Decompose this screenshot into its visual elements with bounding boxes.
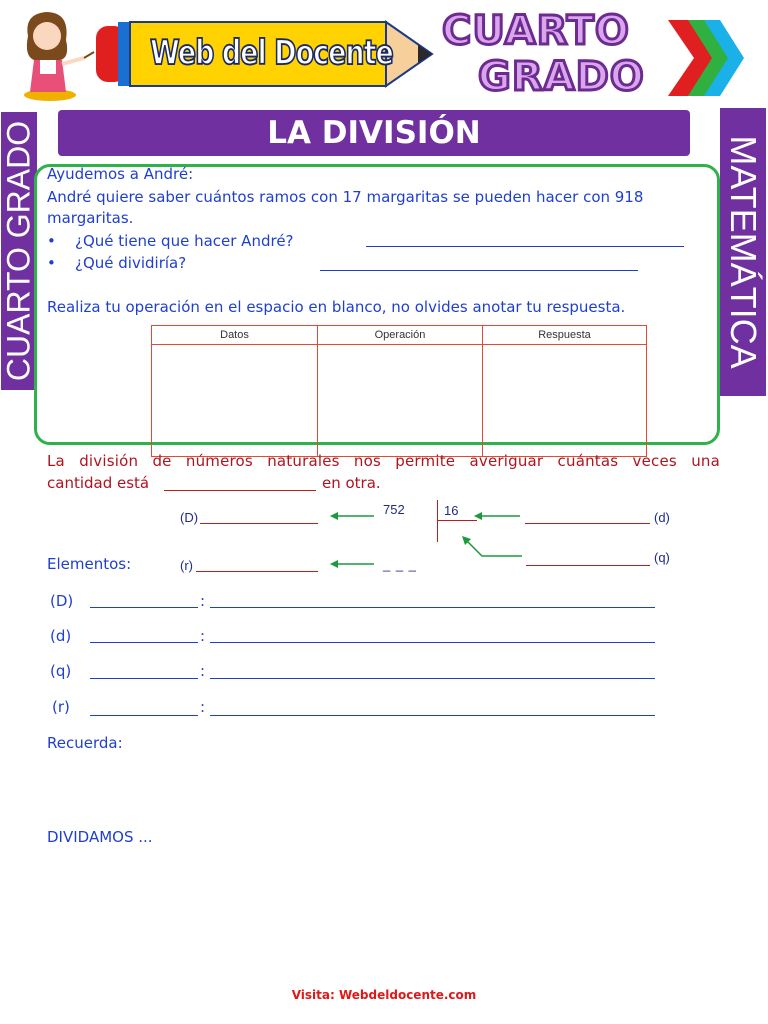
bullet-1-symbol: •	[47, 232, 56, 250]
table-header-operacion: Operación	[374, 329, 426, 341]
grade-title-line1: CUARTO	[442, 8, 630, 54]
element-description-line-r[interactable]	[210, 715, 655, 716]
problem-statement-line2: margaritas.	[47, 209, 134, 227]
element-description-line-D[interactable]	[210, 607, 655, 608]
site-logo-text: Web del Docente	[150, 34, 393, 73]
right-side-banner	[720, 108, 766, 396]
dividamos-heading: DIVIDAMOS ...	[47, 828, 153, 846]
element-description-line-d[interactable]	[210, 642, 655, 643]
element-label-D: (D)	[50, 592, 74, 610]
division-bracket-vertical	[437, 500, 438, 542]
remainder-answer-line[interactable]	[196, 571, 318, 572]
element-name-line-d[interactable]	[90, 642, 198, 643]
element-description-line-q[interactable]	[210, 678, 655, 679]
left-side-banner-text: CUARTO GRADO	[0, 120, 37, 382]
definition-line1: La división de números naturales nos permite averiguar cuántas veces una	[47, 452, 720, 470]
divisor-value: 16	[444, 503, 459, 518]
table-col-respuesta[interactable]	[483, 326, 646, 456]
arrow-left-icon	[330, 558, 374, 570]
element-separator-r: :	[200, 698, 206, 716]
element-separator-D: :	[200, 592, 206, 610]
arrow-left-icon	[330, 510, 374, 522]
bullet-1-answer-line[interactable]	[366, 246, 684, 247]
grade-title-line2: GRADO	[478, 54, 645, 100]
element-name-line-D[interactable]	[90, 607, 198, 608]
element-name-line-r[interactable]	[90, 715, 198, 716]
dividend-answer-line[interactable]	[200, 523, 318, 524]
element-separator-q: :	[200, 662, 206, 680]
arrow-up-left-icon	[460, 534, 524, 560]
division-bracket-horizontal	[437, 520, 477, 521]
page-title: LA DIVISIÓN	[267, 115, 481, 151]
dividend-value: 752	[383, 502, 405, 517]
chevron-arrows-icon	[668, 20, 744, 96]
bullet-2-answer-line[interactable]	[320, 270, 638, 271]
element-name-line-q[interactable]	[90, 678, 198, 679]
problem-intro: Ayudemos a André:	[47, 165, 194, 183]
arrow-left-icon	[474, 510, 520, 522]
right-side-banner-text: MATEMÁTICA	[723, 135, 764, 369]
quotient-label: (q)	[654, 550, 670, 565]
remainder-label: (r)	[180, 558, 193, 573]
element-label-r: (r)	[52, 698, 70, 716]
operation-table	[151, 325, 647, 457]
teacher-icon	[24, 12, 94, 101]
definition-blank-line[interactable]	[164, 490, 316, 491]
quotient-answer-line[interactable]	[526, 565, 650, 566]
table-header-respuesta: Respuesta	[538, 329, 591, 341]
definition-line2-start: cantidad está	[47, 474, 150, 492]
divisor-answer-line[interactable]	[525, 523, 650, 524]
bullet-1-text: ¿Qué tiene que hacer André?	[75, 232, 294, 250]
table-col-datos[interactable]	[152, 326, 318, 456]
dividend-label: (D)	[180, 510, 199, 525]
element-separator-d: :	[200, 627, 206, 645]
divisor-label: (d)	[654, 510, 670, 525]
bullet-2-text: ¿Qué dividiría?	[75, 254, 187, 272]
elements-heading: Elementos:	[47, 555, 132, 573]
recuerda-heading: Recuerda:	[47, 734, 123, 752]
table-col-operacion[interactable]	[318, 326, 483, 456]
instruction-text: Realiza tu operación en el espacio en blanco, no olvides anotar tu respuesta.	[47, 298, 626, 316]
footer-link[interactable]: Visita: Webdeldocente.com	[291, 988, 477, 1002]
definition-line2-end: en otra.	[322, 474, 381, 492]
problem-statement-line1: André quiere saber cuántos ramos con 17 margaritas se pueden hacer con 918	[47, 188, 644, 206]
left-side-banner	[1, 112, 37, 390]
element-label-q: (q)	[50, 662, 72, 680]
element-label-d: (d)	[50, 627, 72, 645]
bullet-2-symbol: •	[47, 254, 56, 272]
table-header-datos: Datos	[220, 329, 249, 341]
remainder-value: _ _ _	[383, 557, 417, 572]
